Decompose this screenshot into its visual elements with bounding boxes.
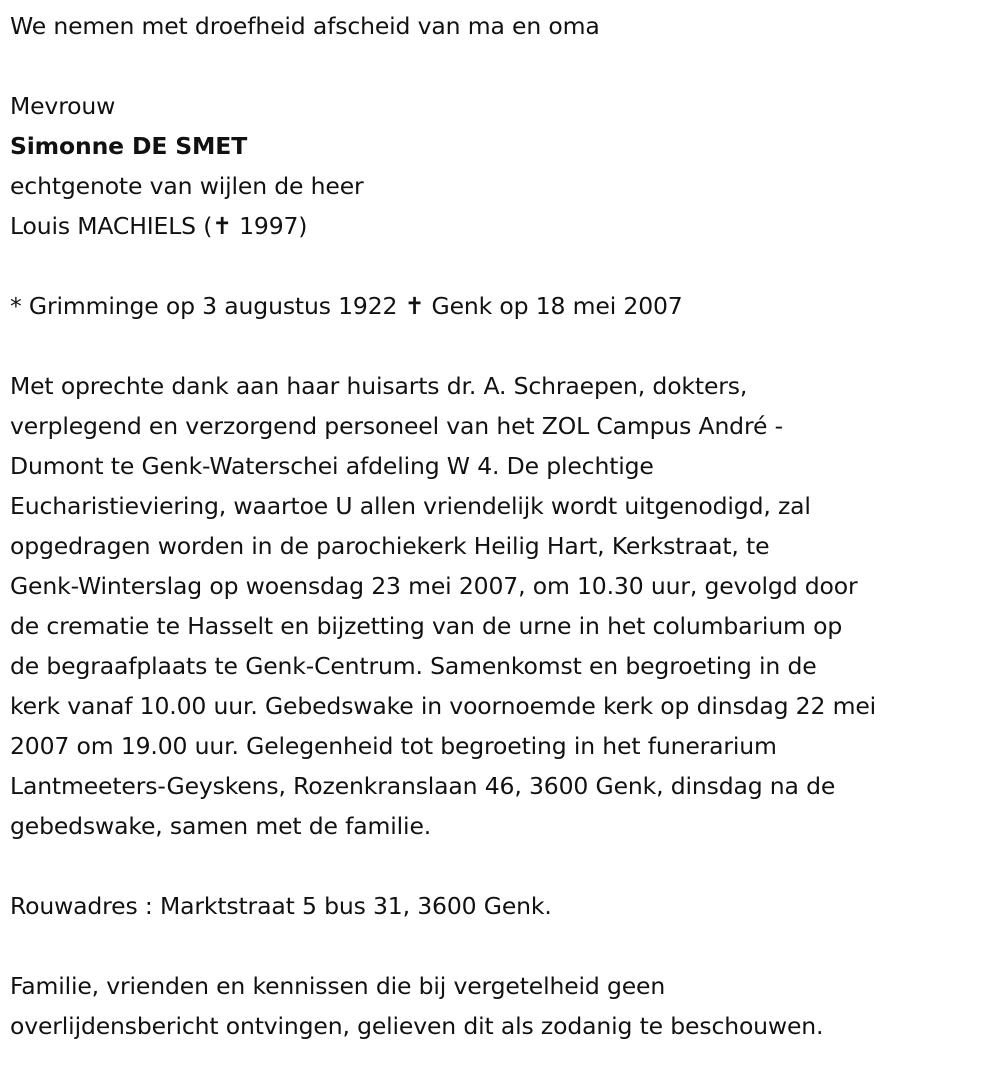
spacer	[10, 326, 995, 366]
paragraph-line: kerk vanaf 10.00 uur. Gebedswake in voornoemde kerk op dinsdag 22 mei	[10, 692, 877, 720]
paragraph-line: verplegend en verzorgend personeel van het ZOL Campus André -	[10, 412, 783, 440]
paragraph-line: 2007 om 19.00 uur. Gelegenheid tot begroeting in het funerarium	[10, 732, 777, 760]
closing-paragraph	[10, 966, 995, 1046]
spacer	[10, 46, 995, 86]
paragraph-line: gebedswake, samen met de familie.	[10, 812, 432, 840]
spacer	[10, 246, 995, 286]
paragraph-line: opgedragen worden in de parochiekerk Heilig Hart, Kerkstraat, te	[10, 532, 770, 560]
birth-death-line: * Grimminge op 3 augustus 1922 ✝ Genk op 18 mei 2007	[10, 292, 683, 320]
paragraph-line: overlijdensbericht ontvingen, gelieven dit als zodanig te beschouwen.	[10, 1012, 824, 1040]
thanks-paragraph	[10, 366, 995, 846]
mourning-address: Rouwadres : Marktstraat 5 bus 31, 3600 Genk.	[10, 892, 552, 920]
spacer	[10, 926, 995, 966]
paragraph-line: Eucharistieviering, waartoe U allen vriendelijk wordt uitgenodigd, zal	[10, 492, 811, 520]
paragraph-line: Met oprechte dank aan haar huisarts dr. A. Schraepen, dokters,	[10, 372, 748, 400]
paragraph-line: Genk-Winterslag op woensdag 23 mei 2007, om 10.30 uur, gevolgd door	[10, 572, 858, 600]
paragraph-line: de begraafplaats te Genk-Centrum. Samenkomst en begroeting in de	[10, 652, 817, 680]
paragraph-line: Familie, vrienden en kennissen die bij vergetelheid geen	[10, 972, 666, 1000]
intro-line: We nemen met droefheid afscheid van ma en oma	[10, 12, 600, 40]
salutation: Mevrouw	[10, 92, 116, 120]
paragraph-line: Lantmeeters-Geyskens, Rozenkranslaan 46, 3600 Genk, dinsdag na de	[10, 772, 836, 800]
spouse-name: Louis MACHIELS (✝ 1997)	[10, 212, 308, 240]
obituary-notice	[10, 0, 995, 1046]
paragraph-line: Dumont te Genk-Waterschei afdeling W 4. De plechtige	[10, 452, 654, 480]
deceased-name: Simonne DE SMET	[10, 132, 248, 160]
spouse-prefix: echtgenote van wijlen de heer	[10, 172, 364, 200]
paragraph-line: de crematie te Hasselt en bijzetting van de urne in het columbarium op	[10, 612, 843, 640]
spacer	[10, 846, 995, 886]
